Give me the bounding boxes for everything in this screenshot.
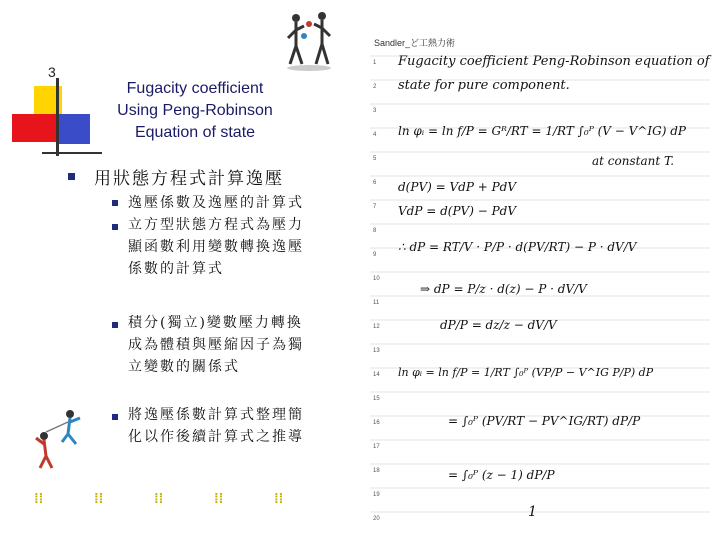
notes-line-number: 12	[373, 324, 380, 330]
slide-title	[100, 78, 290, 144]
sub-bullet-line: 成為體積與壓縮因子為獨	[128, 337, 304, 353]
decor-horizontal-line	[42, 152, 102, 154]
sub-bullet-text	[128, 404, 338, 448]
title-line: Fugacity coefficient	[126, 80, 264, 97]
notes-line-number: 2	[373, 84, 377, 90]
sub-bullet-line: 立變數的關係式	[128, 359, 240, 375]
notes-equation: = ∫₀ᴾ (PV/RT − PV^IG/RT) dP/P	[448, 414, 641, 428]
notes-line-number: 1	[373, 60, 377, 66]
notes-equation: ln φᵢ = ln f/P = Gᴿ/RT = 1/RT ∫₀ᴾ (V − V^IG) dP	[398, 124, 686, 138]
sub-bullet-marker	[112, 200, 118, 206]
sub-bullet-line: 顯函數利用變數轉換逸壓	[128, 239, 304, 255]
notes-equation: Fugacity coefficient Peng-Robinson equation of	[398, 54, 710, 69]
notes-line-number: 13	[373, 348, 380, 354]
sub-bullet-line: 立方型狀態方程式為壓力	[128, 217, 304, 233]
notes-header: Sandler_ど工熱力術	[374, 38, 456, 48]
notes-line-number: 5	[373, 156, 377, 162]
slide-number: 3	[48, 64, 56, 80]
notes-equation: dP/P = dz/z − dV/V	[440, 318, 557, 332]
notes-equation: ∴ dP = RT/V · P/P · d(PV/RT) − P · dV/V	[398, 240, 637, 254]
notes-line-number: 3	[373, 108, 377, 114]
sub-bullet-text	[128, 192, 338, 214]
notes-equation: ln φᵢ = ln f/P = 1/RT ∫₀ᴾ (VP/P − V^IG P/P) dP	[398, 366, 654, 379]
footer-mark: ⁞⁞	[154, 490, 164, 506]
notes-equation: = ∫₀ᴾ (z − 1) dP/P	[448, 468, 555, 482]
footer-mark: ⁞⁞	[34, 490, 44, 506]
footer-mark: ⁞⁞	[274, 490, 284, 506]
notes-line-number: 20	[373, 516, 380, 522]
footer-mark: ⁞⁞	[94, 490, 104, 506]
footer-mark: ⁞⁞	[214, 490, 224, 506]
climbing-people-clipart	[26, 408, 86, 470]
notes-equation: d(PV) = VdP + PdV	[398, 180, 516, 194]
notes-line-number: 18	[373, 468, 380, 474]
notes-line-number: 10	[373, 276, 380, 282]
sub-bullet-line: 積分(獨立)變數壓力轉換	[128, 315, 303, 331]
notes-equation: state for pure component.	[398, 78, 570, 93]
decor-blue-block	[58, 114, 90, 144]
decor-red-block	[12, 114, 56, 142]
main-bullet-text: 用狀態方程式計算逸壓	[94, 169, 284, 189]
notes-equation: VdP = d(PV) − PdV	[398, 204, 516, 218]
notes-line-number: 16	[373, 420, 380, 426]
sub-bullet-line: 將逸壓係數計算式整理簡	[128, 407, 304, 423]
juggling-people-clipart	[282, 10, 338, 72]
notes-equation: ⇒ dP = P/z · d(z) − P · dV/V	[420, 282, 587, 296]
notes-line-number: 15	[373, 396, 380, 402]
sub-bullet-line: 逸壓係數及逸壓的計算式	[128, 195, 304, 211]
notes-page-number: 1	[528, 504, 537, 520]
sub-bullet-line: 化以作後續計算式之推導	[128, 429, 304, 445]
notes-line-number: 14	[373, 372, 380, 378]
notes-line-number: 6	[373, 180, 377, 186]
title-line: Equation of state	[134, 124, 256, 141]
notes-line-number: 19	[373, 492, 380, 498]
sub-bullet-line: 係數的計算式	[128, 261, 224, 277]
notes-line-number: 11	[373, 300, 380, 306]
sub-bullet-text	[128, 312, 338, 378]
sub-bullet-marker	[112, 322, 118, 328]
notes-line-number: 9	[373, 252, 377, 258]
sub-bullet-marker	[112, 224, 118, 230]
decor-vertical-line	[56, 78, 59, 156]
sub-bullet-text	[128, 214, 338, 280]
notes-line-number: 7	[373, 204, 377, 210]
notes-line-number: 17	[373, 444, 380, 450]
notes-line-number: 8	[373, 228, 377, 234]
main-bullet-marker	[68, 173, 75, 180]
notes-equation: at constant T.	[592, 154, 675, 168]
notes-line-number: 4	[373, 132, 377, 138]
title-line: Using Peng-Robinson	[117, 102, 273, 119]
sub-bullet-marker	[112, 414, 118, 420]
